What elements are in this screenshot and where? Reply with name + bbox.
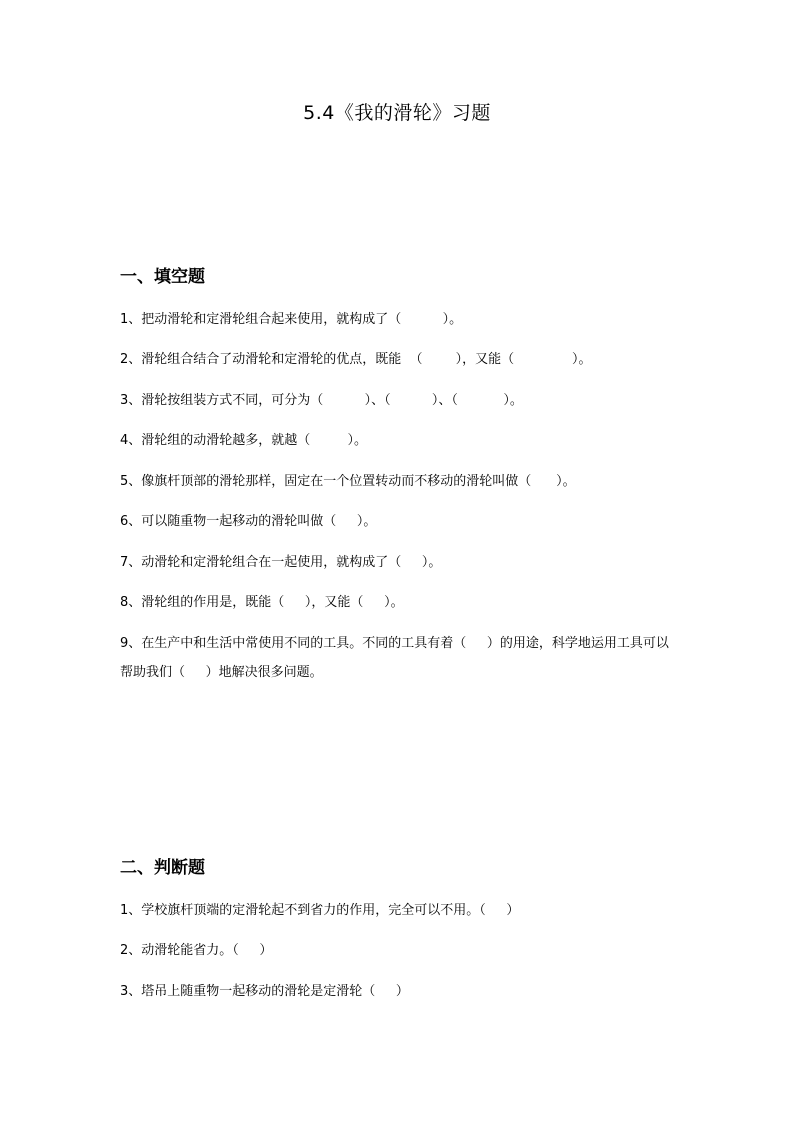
question-item: 7、动滑轮和定滑轮组合在一起使用，就构成了（ ）。 <box>120 555 442 570</box>
question-item: 1、把动滑轮和定滑轮组合起来使用，就构成了（ ）。 <box>120 312 463 327</box>
question-item: 4、滑轮组的动滑轮越多，就越（ ）。 <box>120 433 367 448</box>
question-item: 9、在生产中和生活中常使用不同的工具。不同的工具有着（ ）的用途，科学地运用工具可以帮助我们（ ）地解决很多问题。 <box>120 636 669 680</box>
question-item: 2、滑轮组合结合了动滑轮和定滑轮的优点，既能 （ ），又能（ ）。 <box>120 352 592 367</box>
question-item: 1、学校旗杆顶端的定滑轮起不到省力的作用，完全可以不用。（ ） <box>120 903 520 918</box>
question-item: 6、可以随重物一起移动的滑轮叫做（ ）。 <box>120 514 377 529</box>
section-heading-true-false: 二、判断题 <box>120 858 205 878</box>
question-item: 5、像旗杆顶部的滑轮那样，固定在一个位置转动而不移动的滑轮叫做（ ）。 <box>120 474 576 489</box>
question-item: 8、滑轮组的作用是，既能（ ），又能（ ）。 <box>120 595 404 610</box>
section-heading-fill-blank: 一、填空题 <box>120 267 205 287</box>
question-item: 3、滑轮按组装方式不同，可分为（ ）、（ ）、（ ）。 <box>120 393 523 408</box>
question-item: 2、动滑轮能省力。（ ） <box>120 943 273 958</box>
question-item: 3、塔吊上随重物一起移动的滑轮是定滑轮（ ） <box>120 984 409 999</box>
page-title: 5.4《我的滑轮》习题 <box>303 102 491 124</box>
